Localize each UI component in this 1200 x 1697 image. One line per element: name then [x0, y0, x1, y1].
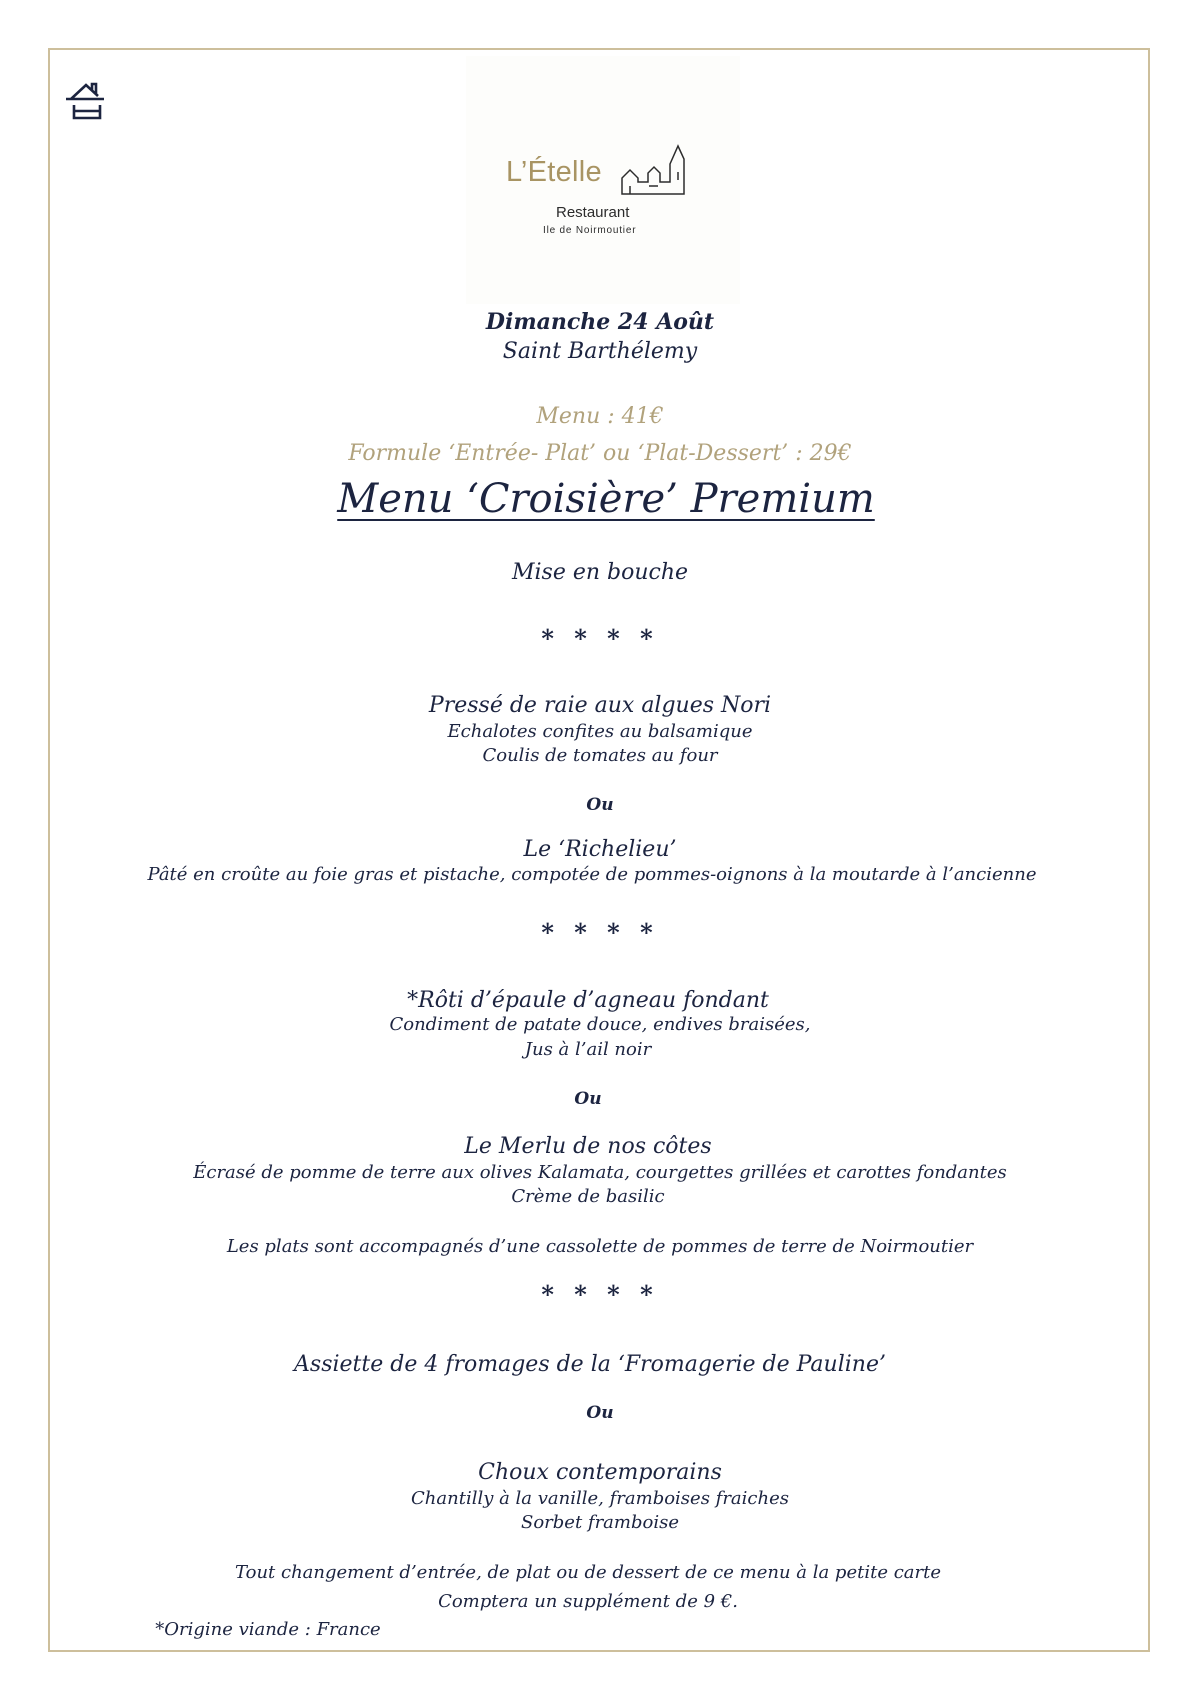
main-2-line-1: Écrasé de pomme de terre aux olives Kalamata, courgettes grillées et carottes fondantes [193, 1162, 1007, 1183]
meat-origin-note: *Origine viande : France [155, 1619, 381, 1640]
main-2-line-2: Crème de basilic [511, 1186, 665, 1207]
formule-price: Formule ‘Entrée- Plat’ ou ‘Plat-Dessert’ : 29€ [348, 441, 852, 466]
or-label: Ou [586, 795, 614, 815]
footer-line-1: Tout changement d’entrée, de plat ou de dessert de ce menu à la petite carte [235, 1562, 941, 1583]
amuse-bouche: Mise en bouche [511, 560, 689, 585]
main-1-line-2: Jus à l’ail noir [524, 1039, 652, 1060]
page-title: Menu ‘Croisière’ Premium [337, 476, 875, 522]
starter-1-line-2: Coulis de tomates au four [482, 745, 718, 766]
logo-place: Ile de Noirmoutier [543, 225, 637, 236]
side-note: Les plats sont accompagnés d’une cassolette de pommes de terre de Noirmoutier [226, 1236, 974, 1257]
logo-subtitle: Restaurant [556, 204, 630, 221]
dessert-2-line-1: Chantilly à la vanille, framboises fraiches [411, 1488, 789, 1509]
saint-of-day: Saint Barthélemy [502, 339, 698, 364]
menu-date: Dimanche 24 Août [485, 309, 715, 335]
starter-1-name: Pressé de raie aux algues Nori [428, 693, 772, 718]
or-label: Ou [574, 1089, 602, 1109]
or-label: Ou [586, 1403, 614, 1423]
starter-2-line-1: Pâté en croûte au foie gras et pistache, compotée de pommes-oignons à la moutarde à l’ancienne [147, 864, 1037, 885]
main-2-name: Le Merlu de nos côtes [464, 1134, 712, 1159]
house-icon [62, 80, 108, 122]
separator: * * * * [541, 918, 659, 947]
dessert-2-name: Choux contemporains [478, 1460, 722, 1485]
starter-1-line-1: Echalotes confites au balsamique [447, 721, 753, 742]
separator: * * * * [541, 1280, 659, 1309]
logo-name: L’Ételle [506, 156, 602, 188]
main-1-line-1: Condiment de patate douce, endives braisées, [389, 1014, 811, 1035]
castle-icon [620, 142, 692, 200]
dessert-2-line-2: Sorbet framboise [521, 1512, 679, 1533]
dessert-1-name: Assiette de 4 fromages de la ‘Fromagerie de Pauline’ [294, 1352, 886, 1377]
footer-line-2: Comptera un supplément de 9 €. [438, 1591, 738, 1612]
separator: * * * * [541, 624, 659, 653]
menu-price: Menu : 41€ [536, 404, 664, 429]
starter-2-name: Le ‘Richelieu’ [523, 837, 677, 862]
main-1-name: *Rôti d’épaule d’agneau fondant [407, 988, 769, 1013]
